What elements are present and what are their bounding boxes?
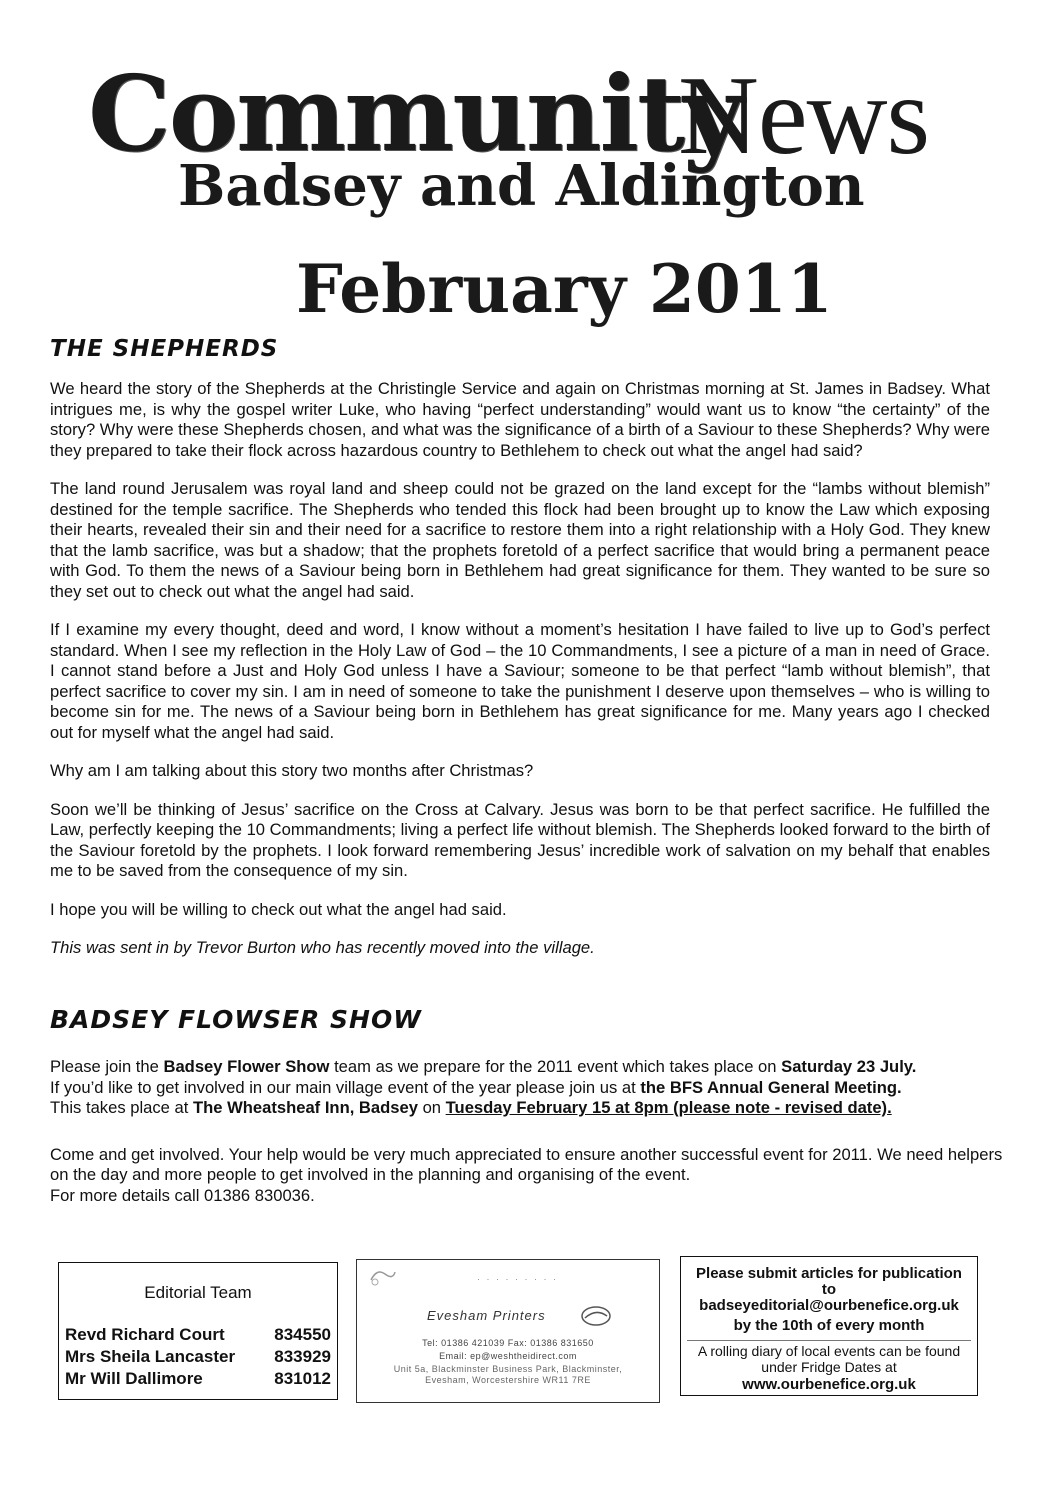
text-run-bold: Badsey Flower Show <box>163 1057 330 1076</box>
editorial-team-box <box>58 1262 338 1400</box>
masthead-title-community: Community <box>88 52 742 175</box>
masthead <box>0 0 1051 350</box>
article-paragraph: We heard the story of the Shepherds at the Christingle Service and again on Christmas morning at St. James in Badsey. What intrigues me, is why the gospel writer Luke, who having “perfect understanding” would want us to know “the certainty” of the story? Why were these Shepherds chosen, and what was the significance of a birth of a Saviour to these Shepherds? Why were they prepared to take their flock across hazardous country to Bethlehem to check out what the angel had said? <box>50 379 990 460</box>
website-url: www.ourbenefice.org.uk <box>742 1376 916 1393</box>
issue-date: February 2011 <box>296 250 833 328</box>
article-paragraph: If I examine my every thought, deed and word, I know without a moment’s hesitation I have failed to live up to God’s perfect standard. When I see my reflection in the Holy Law of God – the 10 Commandments, I see a picture of a man in need of Grace. I cannot stand before a Just and Holy God unless I have a Saviour; someone to be that perfect “lamb without blemish”, that perfect sacrifice to cover my sin. I am in need of someone to take the punishment I deserve upon themselves – who is willing to become sin for me. The news of a Saviour being born in Bethlehem has great significance for me. Many years ago I checked out for myself what the angel had said. <box>50 620 990 742</box>
editor-name: Mr Will Dallimore <box>65 1369 203 1388</box>
shepherds-article <box>50 379 990 977</box>
editorial-team-title: Editorial Team <box>144 1283 252 1302</box>
editor-phone: 834550 <box>274 1325 331 1344</box>
meeting-date: Tuesday February 15 at 8pm (please note - revised date). <box>445 1098 892 1117</box>
article-paragraph: I hope you will be willing to check out what the angel had said. <box>50 899 507 919</box>
shepherds-heading: THE SHEPHERDS <box>50 336 279 362</box>
printers-tel-fax: Tel: 01386 421039 Fax: 01386 831650 <box>422 1338 594 1348</box>
flower-show-paragraph: Come and get involved. Your help would be very much appreciated to ensure another successful event for 2011. We need helpers on the day and more people to get involved in the planning and organising of the event. <box>50 1144 1003 1184</box>
article-credit: This was sent in by Trevor Burton who has recently moved into the village. <box>50 938 595 957</box>
masthead-title-news: News <box>678 54 930 178</box>
printers-address: Unit 5a, Blackminster Business Park, Blackminster, <box>393 1364 623 1374</box>
text-run: If you’d like to get involved in our main village event of the year please join us at <box>50 1077 641 1097</box>
printers-address: Evesham, Worcestershire WR11 7RE <box>425 1375 591 1385</box>
submission-deadline: by the 10th of every month <box>733 1317 925 1334</box>
submit-line: to <box>821 1281 837 1298</box>
text-run: Please join the <box>50 1057 164 1076</box>
masthead-place: Badsey and Aldington <box>178 153 865 219</box>
article-paragraph: The land round Jerusalem was royal land and sheep could not be grazed on the land except for the “lambs without blemish” destined for the temple sacrifice. The Shepherds who tended this flock had been brought up to know the Law which exposing their hearts, revealed their sin and their need for a sacrifice to restore them into a right relationship with a Holy God. They knew that the lamb sacrifice, was but a shadow; that the prophets foretold of a perfect sacrifice that would bring a permanent peace with God. To them the news of a Saviour being born in Bethlehem had great significance for them. They wanted to be sure so they set out to check out what the angel had said. <box>50 479 990 601</box>
editor-row <box>65 1369 331 1389</box>
editor-phone: 833929 <box>274 1347 331 1366</box>
printers-emblem-icon <box>579 1304 613 1328</box>
submission-info-box <box>680 1256 978 1396</box>
article-paragraph: Soon we’ll be thinking of Jesus’ sacrifice on the Cross at Calvary. Jesus was born to be that perfect sacrifice. He fulfilled the Law, perfectly keeping the 10 Commandments; living a perfect life without blemish. The Shepherds looked forward to the birth of the Saviour foretold by the prophets. I look forward remembering Jesus’ incredible work of salvation on my behalf that enables me to be saved from the consequence of my sin. <box>50 799 990 880</box>
article-paragraph: Why am I am talking about this story two months after Christmas? <box>50 761 534 780</box>
submit-line: Please submit articles for publication <box>696 1265 962 1282</box>
contact-line: For more details call 01386 830036. <box>50 1185 315 1205</box>
printers-name: Evesham Printers <box>427 1308 546 1323</box>
diary-note: A rolling diary of local events can be found <box>697 1343 961 1359</box>
venue: The Wheatsheaf Inn, Badsey <box>192 1098 418 1117</box>
diary-note: under Fridge Dates at <box>761 1359 897 1375</box>
text-run: team as we prepare for the 2011 event which takes place on <box>329 1057 782 1076</box>
divider <box>687 1340 971 1341</box>
text-run-bold: the BFS Annual General Meeting. <box>640 1077 902 1097</box>
flower-show-article <box>50 1057 1005 1223</box>
editor-name: Revd Richard Court <box>65 1325 225 1344</box>
printers-advert <box>356 1259 660 1403</box>
editor-row <box>65 1347 331 1367</box>
printers-email: Email: ep@weshtheidirect.com <box>439 1351 577 1361</box>
faint-header-text: · · · · · · · · · <box>477 1274 558 1284</box>
flower-show-paragraph <box>50 1057 1005 1119</box>
event-date: Saturday 23 July. <box>781 1057 917 1076</box>
printers-logo-icon <box>367 1266 397 1288</box>
text-run: on <box>417 1098 446 1117</box>
flower-show-heading: BADSEY FLOWSER SHOW <box>50 1005 422 1034</box>
text-run: This takes place at <box>50 1098 193 1117</box>
editor-phone: 831012 <box>274 1369 331 1388</box>
editor-name: Mrs Sheila Lancaster <box>65 1347 236 1366</box>
editor-row <box>65 1325 331 1345</box>
submission-email: badseyeditorial@ourbenefice.org.uk <box>699 1297 959 1314</box>
